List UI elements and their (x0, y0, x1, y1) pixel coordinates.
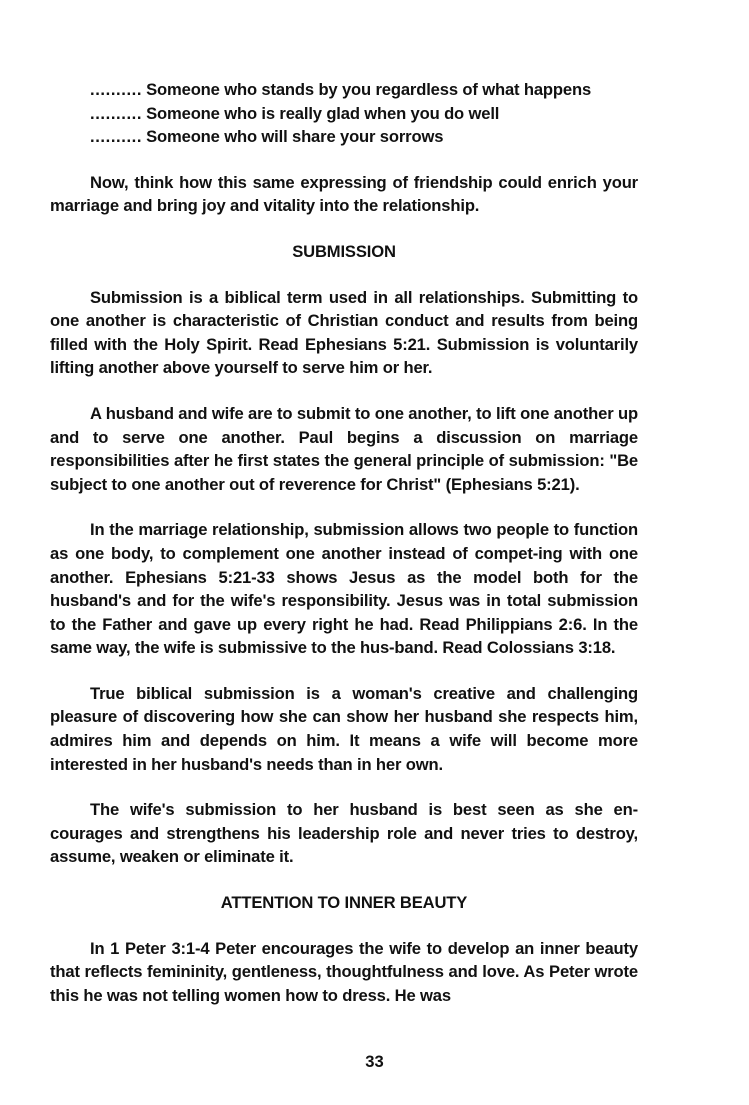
checklist-item (90, 102, 638, 126)
page-body (50, 78, 638, 1007)
submission-paragraph: A husband and wife are to submit to one another, to lift one another up and to serve one another. Paul begins a discussion on marriage responsibilities after he first states the general principle of submission: "Be subject to one another out of reverence for Christ" (Ephesians 5:21). (50, 403, 638, 494)
checklist-dots: .......... (90, 127, 143, 147)
checklist-text: Someone who is really glad when you do well (146, 103, 500, 123)
submission-paragraph: True biblical submission is a woman's creative and challenging pleasure of discovering how she can show her husband she respects him, admires him and depends on him. It means a wife will become more interested in her husband's needs than in her own. (50, 683, 638, 774)
submission-paragraph: In the marriage relationship, submission allows two people to function as one body, to complement one another instead of compet-ing with one another. Ephesians 5:21-33 shows Jesus as the model both for the husband's and for the wife's responsibility. Jesus was in total submission to the Father and gave up every right he had. Read Philippians 2:6. In the same way, the wife is submissive to the hus-band. Read Colossians 3:18. (50, 520, 638, 658)
friendship-checklist (90, 78, 638, 149)
section-heading-submission: SUBMISSION (292, 241, 396, 261)
submission-paragraph: The wife's submission to her husband is best seen as she en-courages and strengthens his leadership role and never tries to destroy, assume, weaken or eliminate it. (50, 800, 638, 867)
intro-paragraph: Now, think how this same expressing of friendship could enrich your marriage and bring joy and vitality into the relationship. (50, 172, 638, 216)
checklist-item (90, 125, 638, 149)
checklist-text: Someone who stands by you regardless of what happens (146, 80, 592, 99)
checklist-dots: .......... (90, 103, 143, 123)
checklist-item (90, 78, 638, 102)
submission-paragraph: Submission is a biblical term used in all relationships. Submitting to one another is characteristic of Christian conduct and results from being filled with the Holy Spirit. Read Ephesians 5:21. Submission is voluntarily lifting another above yourself to serve him or her. (50, 287, 638, 378)
checklist-dots: .......... (90, 80, 143, 99)
inner-beauty-paragraph: In 1 Peter 3:1-4 Peter encourages the wife to develop an inner beauty that reflects femininity, gentleness, thoughtfulness and love. As Peter wrote this he was not telling women how to dress. He was (50, 938, 638, 1005)
page-number: 33 (365, 1052, 384, 1071)
checklist-text: Someone who will share your sorrows (146, 127, 444, 147)
section-heading-inner-beauty: ATTENTION TO INNER BEAUTY (220, 893, 468, 913)
